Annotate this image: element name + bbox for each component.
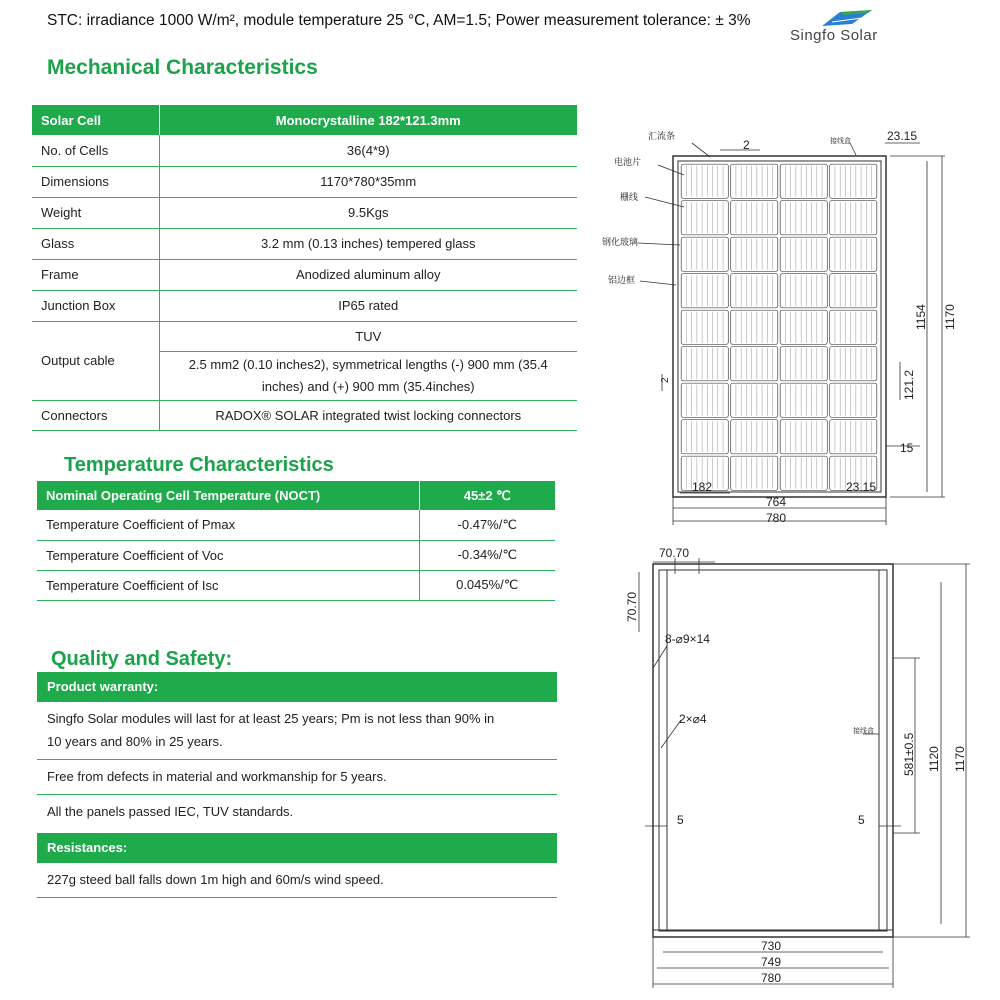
solar-cell [681,274,728,308]
junction-box-label: 接线盒 [830,137,851,145]
warranty-line: Free from defects in material and workmanship for 5 years. [37,760,557,795]
cell-label: 电池片 [614,158,642,168]
row-value: 3.2 mm (0.13 inches) tempered glass [159,228,577,259]
row-value: IP65 rated [159,290,577,321]
dim-left-gap: 5 [677,813,684,827]
solar-cell [780,237,827,271]
solar-cell [780,201,827,235]
output-cable-line-a: 2.5 mm2 (0.10 inches2), symmetrical lengths (-) 900 mm (35.4 [188,356,548,372]
dim-frame-inner: 1120 [927,746,941,772]
dim-width-a: 730 [761,939,782,953]
gridline-label: 栅线 [620,193,639,203]
solar-cell [780,383,827,417]
dim-side-left: 70.70 [625,591,639,622]
dim-top-left: 70.70 [659,546,690,560]
table-row [32,259,577,290]
solar-cell [830,310,877,344]
solar-cell [731,164,778,198]
quality-section [37,672,557,898]
header-label: Nominal Operating Cell Temperature (NOCT) [37,481,419,510]
solar-cell [830,347,877,381]
solar-cell [830,201,877,235]
row-value: 9.5Kgs [159,197,577,228]
solar-cell [780,456,827,490]
dim-bottom-right: 23.15 [846,480,877,494]
stc-conditions-text: STC: irradiance 1000 W/m², module temperature 25 °C, AM=1.5; Power measurement tolerance: ± 3% [47,12,751,29]
row-value: RADOX® SOLAR integrated twist locking connectors [159,400,577,430]
table-row [32,400,577,430]
row-value: -0.34%/℃ [419,540,555,570]
solar-cell [780,164,827,198]
table-header-row [32,105,577,135]
logo-text: Singfo Solar [790,27,878,44]
solar-cell [731,456,778,490]
header-value: 45±2 ℃ [419,481,555,510]
quality-title: Quality and Safety: [51,648,233,670]
solar-cell [830,383,877,417]
row-label: Dimensions [32,166,159,197]
table-row [32,321,577,351]
output-cable-value-2 [159,351,577,400]
table-row [32,166,577,197]
dim-top-gap: 2 [743,138,750,152]
table-row [32,290,577,321]
temperature-table [37,481,555,601]
dim-height-outer: 1170 [943,304,957,330]
resistances-line: 227g steed ball falls down 1m high and 60m/s wind speed. [37,863,557,898]
table-row [37,570,555,600]
glass-label: 钢化玻璃 [602,238,639,248]
dim-hole-spacing: 581±0.5 [902,732,916,776]
solar-cell [830,420,877,454]
header-value: Monocrystalline 182*121.3mm [159,105,577,135]
solar-cell [780,347,827,381]
output-cable-label: Output cable [32,321,159,400]
row-label: Temperature Coefficient of Pmax [37,510,419,540]
dim-width-b: 749 [761,955,782,969]
solar-cell [731,347,778,381]
output-cable-line-b: inches) and (+) 900 mm (35.4inches) [261,378,475,394]
table-row [37,540,555,570]
dim-cell-width: 182 [692,480,713,494]
row-label: Frame [32,259,159,290]
dim-inner-width: 764 [766,495,787,509]
warranty-line [37,702,557,760]
row-label: Junction Box [32,290,159,321]
dim-height-inner: 1154 [914,304,928,330]
output-cable-value-1: TUV [159,321,577,351]
mechanical-table [32,105,577,431]
row-label: Temperature Coefficient of Isc [37,570,419,600]
solar-cell [780,310,827,344]
dim-bottom-gap: 15 [900,441,914,455]
dim-width-c: 780 [761,971,782,985]
busbar-label: 汇流条 [648,132,676,142]
row-value: 1170*780*35mm [159,166,577,197]
dim-ground-holes: 2×⌀4 [679,712,707,726]
solar-cell [780,420,827,454]
solar-cell [731,420,778,454]
header-label: Solar Cell [32,105,159,135]
junction-box-label: 接线盒 [853,727,874,735]
row-label: Connectors [32,400,159,430]
back-view-drawing [615,540,985,992]
row-value: 0.045%/℃ [419,570,555,600]
cell-grid [681,164,877,490]
solar-cell [830,164,877,198]
dim-cell-height: 121.2 [902,369,916,400]
resistances-header: Resistances: [37,833,557,863]
warranty-line: All the panels passed IEC, TUV standards. [47,804,294,819]
dim-left-gap: 2 [660,377,671,383]
solar-cell [780,274,827,308]
warranty-header: Product warranty: [37,672,557,702]
solar-cell [681,310,728,344]
front-view-drawing [600,125,980,530]
dim-mount-holes: 8-⌀9×14 [665,632,710,646]
row-value: 36(4*9) [159,135,577,166]
temperature-title: Temperature Characteristics [64,454,334,476]
solar-cell [681,201,728,235]
table-row [32,197,577,228]
row-label: Glass [32,228,159,259]
mechanical-title: Mechanical Characteristics [47,56,318,79]
brand-logo [782,8,912,48]
solar-cell [731,274,778,308]
row-value: Anodized aluminum alloy [159,259,577,290]
dim-outer-width: 780 [766,511,787,525]
solar-cell [731,383,778,417]
dim-frame-outer: 1170 [953,746,967,772]
solar-cell [681,383,728,417]
row-label: Temperature Coefficient of Voc [37,540,419,570]
dim-top-right: 23.15 [887,129,918,143]
warranty-line-1a: Singfo Solar modules will last for at least 25 years; Pm is not less than 90% in [47,711,495,726]
table-row [32,135,577,166]
row-value: -0.47%/℃ [419,510,555,540]
solar-cell [681,347,728,381]
solar-cell [830,237,877,271]
table-row [32,228,577,259]
warranty-line-1b: 10 years and 80% in 25 years. [47,734,223,749]
row-label: Weight [32,197,159,228]
solar-cell [681,164,728,198]
solar-cell [830,274,877,308]
solar-cell [681,420,728,454]
solar-cell [731,237,778,271]
table-row [37,510,555,540]
dim-right-gap: 5 [858,813,865,827]
table-header-row [37,481,555,510]
row-label: No. of Cells [32,135,159,166]
solar-cell [731,201,778,235]
frame-label: 铝边框 [608,276,636,286]
solar-cell [731,310,778,344]
solar-cell [681,237,728,271]
